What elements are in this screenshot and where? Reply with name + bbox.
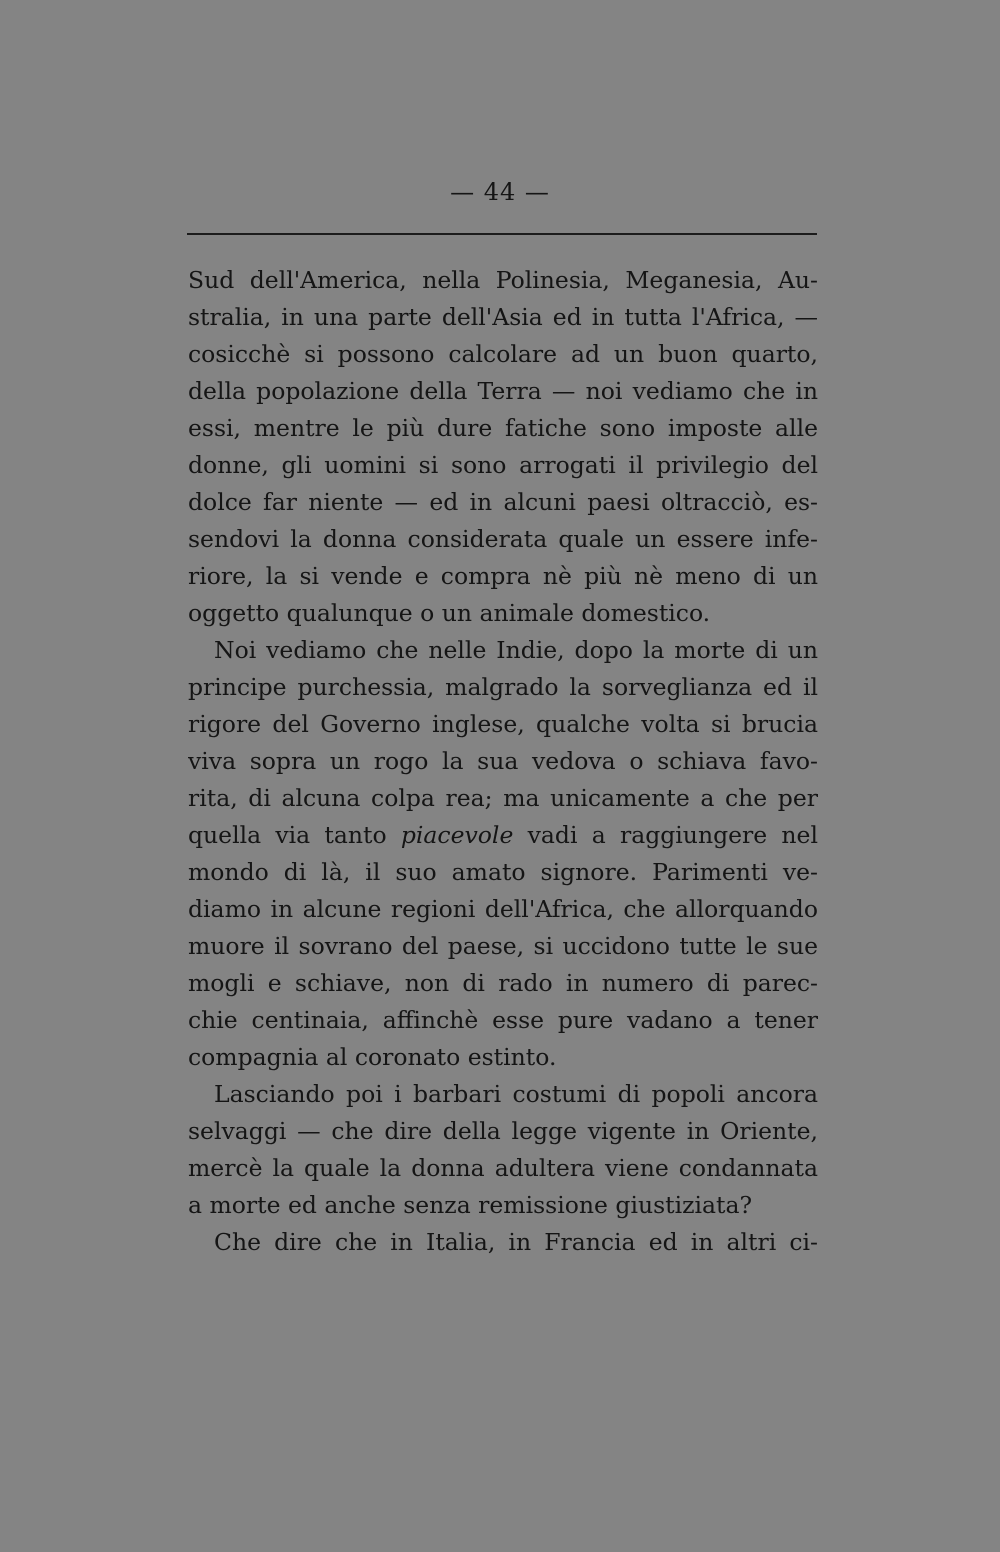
text-line: riore, la si vende e compra nè più nè meno di un <box>188 562 818 590</box>
text-line: mercè la quale la donna adultera viene condannata <box>188 1154 818 1182</box>
text-line: donne, gli uomini si sono arrogati il privilegio del <box>188 451 818 479</box>
text-line: diamo in alcune regioni dell'Africa, che allorquando <box>188 895 818 923</box>
text-line: selvaggi — che dire della legge vigente in Oriente, <box>188 1117 818 1145</box>
text-line: dolce far niente — ed in alcuni paesi oltracciò, es- <box>188 488 818 516</box>
text-segment: vadi a raggiungere nel <box>513 821 818 849</box>
text-line: mogli e schiave, non di rado in numero di parec- <box>188 969 818 997</box>
text-line: stralia, in una parte dell'Asia ed in tutta l'Africa, — <box>188 303 818 331</box>
text-line: a morte ed anche senza remissione giustiziata? <box>188 1191 753 1219</box>
text-line: Che dire che in Italia, in Francia ed in altri ci- <box>214 1228 818 1256</box>
text-line: rita, di alcuna colpa rea; ma unicamente a che per <box>188 784 818 812</box>
body-text <box>188 262 818 1261</box>
text-line: chie centinaia, affinchè esse pure vadano a tener <box>188 1006 818 1034</box>
text-line: Sud dell'America, nella Polinesia, Meganesia, Au- <box>188 266 818 294</box>
page-number: — 44 — <box>450 178 550 206</box>
italic-word: piacevole <box>400 821 514 849</box>
text-line: mondo di là, il suo amato signore. Parimenti ve- <box>188 858 818 886</box>
text-line: viva sopra un rogo la sua vedova o schiava favo- <box>188 747 818 775</box>
text-line: muore il sovrano del paese, si uccidono tutte le sue <box>188 932 818 960</box>
text-line: cosicchè si possono calcolare ad un buon quarto, <box>188 340 818 368</box>
text-line: rigore del Governo inglese, qualche volta si brucia <box>188 710 818 738</box>
text-line: Lasciando poi i barbari costumi di popoli ancora <box>214 1080 818 1108</box>
text-line: principe purchessia, malgrado la sorveglianza ed il <box>188 673 818 701</box>
text-line: essi, mentre le più dure fatiche sono imposte alle <box>188 414 818 442</box>
text-line: oggetto qualunque o un animale domestico. <box>188 599 711 627</box>
header-rule <box>187 233 817 235</box>
text-line: della popolazione della Terra — noi vediamo che in <box>188 377 818 405</box>
text-line: compagnia al coronato estinto. <box>188 1043 557 1071</box>
text-line <box>188 817 818 854</box>
text-line: Noi vediamo che nelle Indie, dopo la morte di un <box>214 636 818 664</box>
text-line: sendovi la donna considerata quale un essere infe- <box>188 525 818 553</box>
text-segment: quella via tanto <box>188 821 401 849</box>
